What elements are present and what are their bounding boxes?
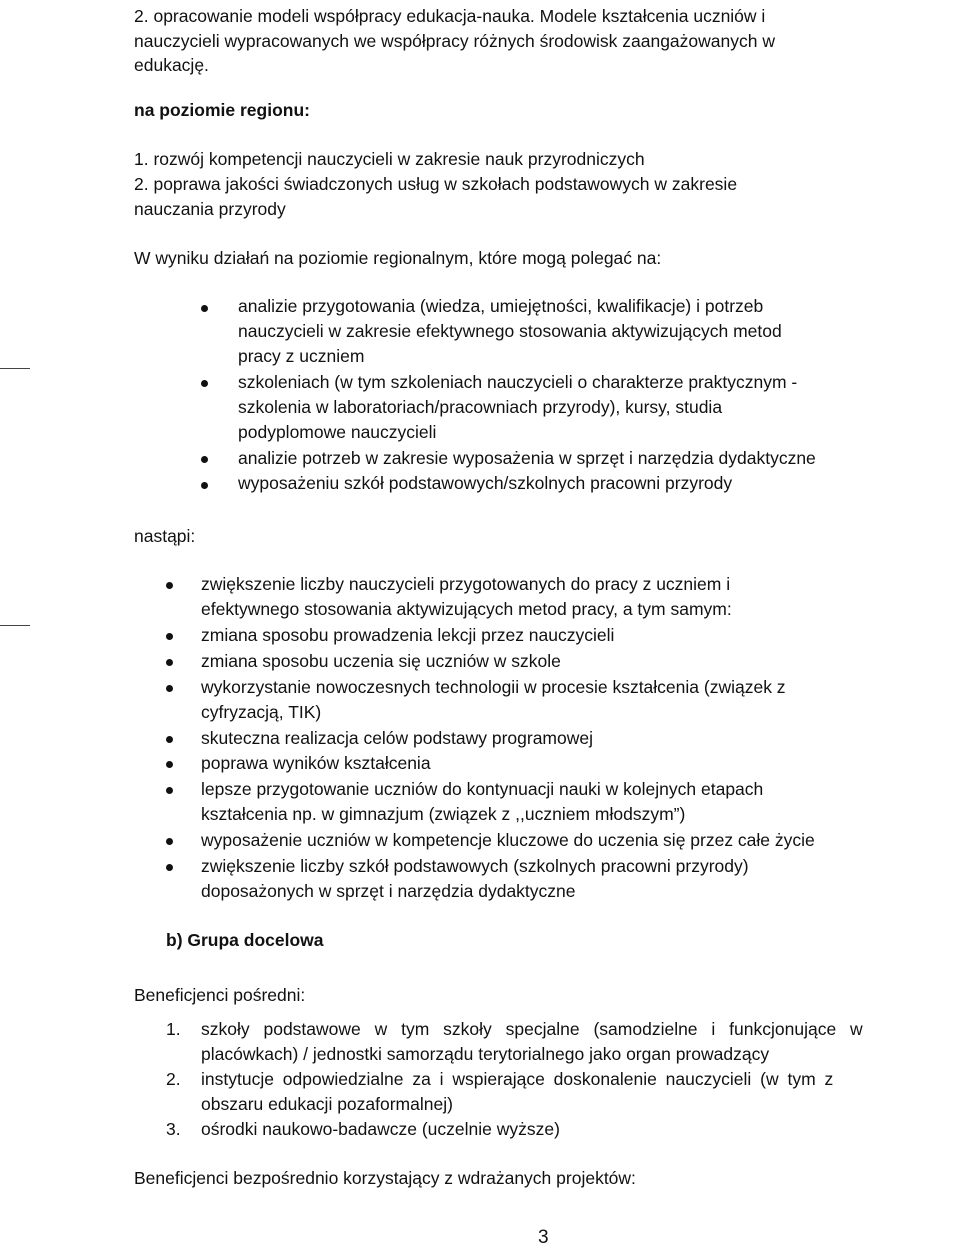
indirect-beneficiaries-label: Beneficjenci pośredni: <box>134 985 306 1005</box>
outcome-4-line-2: cyfryzacją, TIK) <box>201 702 322 722</box>
indirect-item-3-number: 3. <box>166 1119 181 1139</box>
bullet-icon <box>166 864 173 871</box>
action-1-line-1: analizie przygotowania (wiedza, umiejętności, kwalifikacje) i potrzeb <box>238 296 764 316</box>
outcome-9-line-2: doposażonych w sprzęt i narzędzia dydaktyczne <box>201 881 576 901</box>
action-2-line-3: podyplomowe nauczycieli <box>238 422 437 442</box>
top-paragraph-line-2: nauczycieli wypracowanych we współpracy różnych środowisk zaangażowanych w <box>134 31 775 51</box>
bullet-icon <box>166 685 173 692</box>
regional-item-2: 2. poprawa jakości świadczonych usług w szkołach podstawowych w zakresie <box>134 174 738 194</box>
outcome-4-line-1: wykorzystanie nowoczesnych technologii w procesie kształcenia (związek z <box>201 677 786 697</box>
bullet-icon <box>201 456 208 463</box>
indirect-item-2-line-1: instytucje odpowiedzialne za i wspierające doskonalenie nauczycieli (w tym z <box>201 1069 834 1089</box>
outcome-1-line-2: efektywnego stosowania aktywizujących metod pracy, a tym samym: <box>201 599 732 619</box>
margin-mark <box>0 625 30 626</box>
outcome-2: zmiana sposobu prowadzenia lekcji przez nauczycieli <box>201 625 615 645</box>
bullet-icon <box>201 305 208 312</box>
direct-beneficiaries-label: Beneficjenci bezpośrednio korzystający z wdrażanych projektów: <box>134 1168 636 1188</box>
bullet-icon <box>201 380 208 387</box>
regional-heading: na poziomie regionu: <box>134 100 310 120</box>
outcome-7-line-1: lepsze przygotowanie uczniów do kontynuacji nauki w kolejnych etapach <box>201 779 764 799</box>
bullet-icon <box>166 761 173 768</box>
nastapi-label: nastąpi: <box>134 526 196 546</box>
outcome-3: zmiana sposobu uczenia się uczniów w szkole <box>201 651 561 671</box>
indirect-item-2-line-2: obszaru edukacji pozaformalnej) <box>201 1094 453 1114</box>
section-b-heading: b) Grupa docelowa <box>166 930 324 950</box>
bullet-icon <box>166 582 173 589</box>
margin-mark <box>0 368 30 369</box>
bullet-icon <box>166 736 173 743</box>
outcome-6: poprawa wyników kształcenia <box>201 753 431 773</box>
action-2-line-2: szkolenia w laboratoriach/pracowniach przyrody), kursy, studia <box>238 397 723 417</box>
action-4: wyposażeniu szkół podstawowych/szkolnych pracowni przyrody <box>238 473 733 493</box>
outcome-5: skuteczna realizacja celów podstawy programowej <box>201 728 593 748</box>
outcome-8: wyposażenie uczniów w kompetencje kluczowe do uczenia się przez całe życie <box>201 830 815 850</box>
action-2-line-1: szkoleniach (w tym szkoleniach nauczycieli o charakterze praktycznym - <box>238 372 798 392</box>
bullet-icon <box>166 659 173 666</box>
indirect-item-1-number: 1. <box>166 1019 181 1039</box>
action-1-line-2: nauczycieli w zakresie efektywnego stosowania aktywizujących metod <box>238 321 782 341</box>
page-number: 3 <box>538 1227 549 1248</box>
indirect-item-2-number: 2. <box>166 1069 181 1089</box>
top-paragraph-line-1: 2. opracowanie modeli współpracy edukacja-nauka. Modele kształcenia uczniów i <box>134 6 766 26</box>
bullet-icon <box>166 787 173 794</box>
action-3: analizie potrzeb w zakresie wyposażenia w sprzęt i narzędzia dydaktyczne <box>238 448 816 468</box>
bullet-icon <box>166 838 173 845</box>
indirect-item-1-line-1-text: szkoły podstawowe w tym szkoły specjalne (samodzielne i funkcjonujące w <box>201 1019 863 1039</box>
bullet-icon <box>201 482 208 489</box>
outcome-9-line-1: zwiększenie liczby szkół podstawowych (szkolnych pracowni przyrody) <box>201 856 749 876</box>
indirect-item-1-line-1 <box>201 1019 958 1039</box>
indirect-item-1-line-2: placówkach) / jednostki samorządu terytorialnego jako organ prowadzący <box>201 1044 770 1064</box>
outcome-1-line-1: zwiększenie liczby nauczycieli przygotowanych do pracy z uczniem i <box>201 574 731 594</box>
regional-item-1: 1. rozwój kompetencji nauczycieli w zakresie nauk przyrodniczych <box>134 149 645 169</box>
top-paragraph-line-3: edukację. <box>134 55 209 75</box>
indirect-item-3-line-1: ośrodki naukowo-badawcze (uczelnie wyższe) <box>201 1119 560 1139</box>
action-1-line-3: pracy z uczniem <box>238 346 365 366</box>
outcome-7-line-2: kształcenia np. w gimnazjum (związek z ,,uczniem młodszym”) <box>201 804 686 824</box>
regional-item-2-continuation: nauczania przyrody <box>134 199 286 219</box>
bullet-icon <box>166 633 173 640</box>
intro-sentence: W wyniku działań na poziomie regionalnym, które mogą polegać na: <box>134 248 662 268</box>
